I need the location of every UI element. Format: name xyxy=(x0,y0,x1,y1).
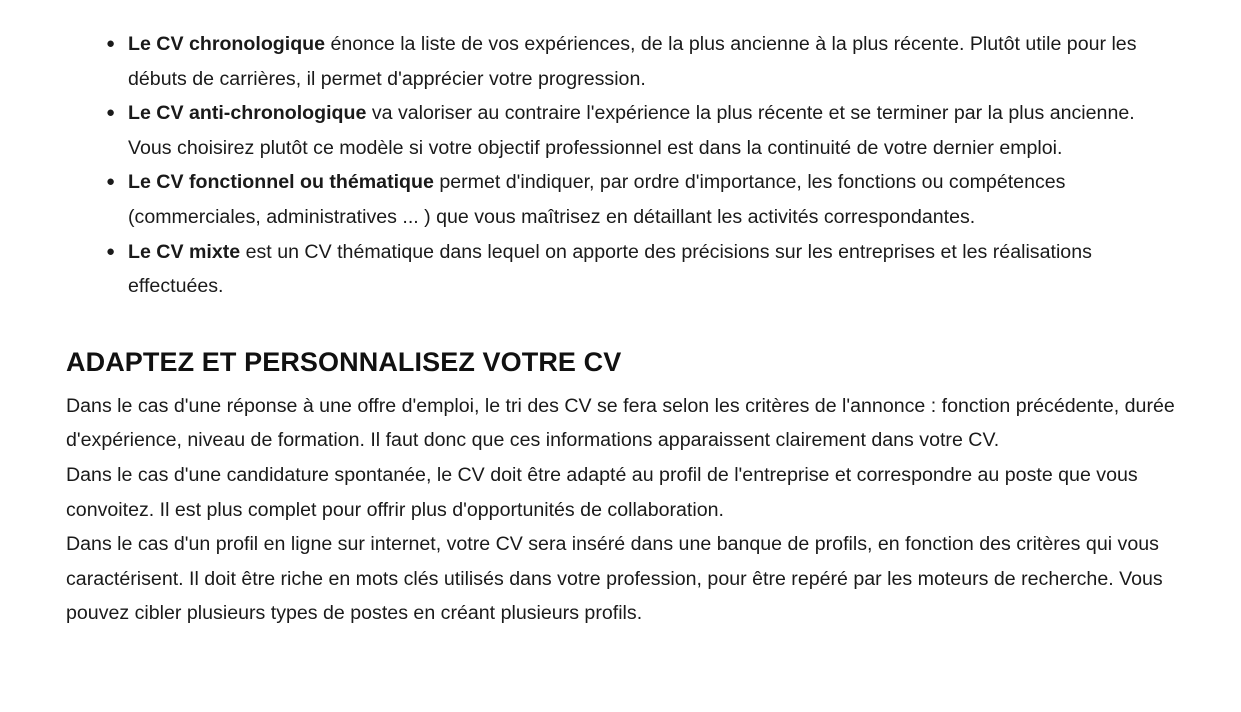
paragraph-candidature-spontanee: Dans le cas d'une candidature spontanée, le CV doit être adapté au profil de l'entreprise et correspondre au poste que vous convoitez. Il est plus complet pour offrir plus d'opportunités de collaboration. xyxy=(66,463,1138,521)
list-item-title: Le CV chronologique xyxy=(128,33,326,55)
list-item-cv-mixte xyxy=(106,235,1176,304)
list-item-title: Le CV mixte xyxy=(128,240,241,263)
section-body xyxy=(66,389,1176,631)
section-heading: ADAPTEZ ET PERSONNALISEZ VOTRE CV xyxy=(66,346,622,377)
bullet-icon: ● xyxy=(106,104,116,122)
list-item-text: permet d'indiquer, par ordre d'importance, les fonctions ou compétences (commerciales, administratives ... ) que vous maîtrisez en détaillant les activités correspondantes. xyxy=(128,171,1066,228)
list-item-cv-anti-chronologique xyxy=(106,96,1176,165)
list-item-cv-fonctionnel xyxy=(106,165,1176,234)
bullet-icon: ● xyxy=(106,35,116,52)
list-item-text: énonce la liste de vos expériences, de la plus ancienne à la plus récente. Plutôt utile pour les débuts de carrières, il permet d'apprécier votre progression. xyxy=(128,33,1137,90)
list-item-extra-text: Vous choisirez plutôt ce modèle si votre objectif professionnel est dans la continuité de votre dernier emploi. xyxy=(128,136,1063,159)
list-item-cv-chronologique xyxy=(106,27,1176,96)
list-item-title: Le CV anti-chronologique xyxy=(128,102,367,125)
list-item-title: Le CV fonctionnel ou thématique xyxy=(128,171,434,194)
article-content xyxy=(66,27,1176,631)
paragraph-offre-emploi: Dans le cas d'une réponse à une offre d'emploi, le tri des CV se fera selon les critères de l'annonce : fonction précédente, durée d'expérience, niveau de formation. Il faut donc que ces informations apparaissent clairement dans votre CV. xyxy=(66,394,1175,452)
list-item-text: est un CV thématique dans lequel on apporte des précisions sur les entreprises et les réalisations effectuées. xyxy=(128,240,1092,298)
list-item-text: va valoriser au contraire l'expérience la plus récente et se terminer par la plus ancienne. xyxy=(366,102,1135,125)
paragraph-profil-en-ligne: Dans le cas d'un profil en ligne sur internet, votre CV sera inséré dans une banque de profils, en fonction des critères qui vous caractérisent. Il doit être riche en mots clés utilisés dans votre profession, pour être repéré par les moteurs de recherche. Vous pouvez cibler plusieurs types de postes en créant plusieurs profils. xyxy=(66,533,1163,625)
cv-types-list xyxy=(66,27,1176,304)
bullet-icon: ● xyxy=(106,173,116,191)
bullet-icon: ● xyxy=(106,242,116,260)
